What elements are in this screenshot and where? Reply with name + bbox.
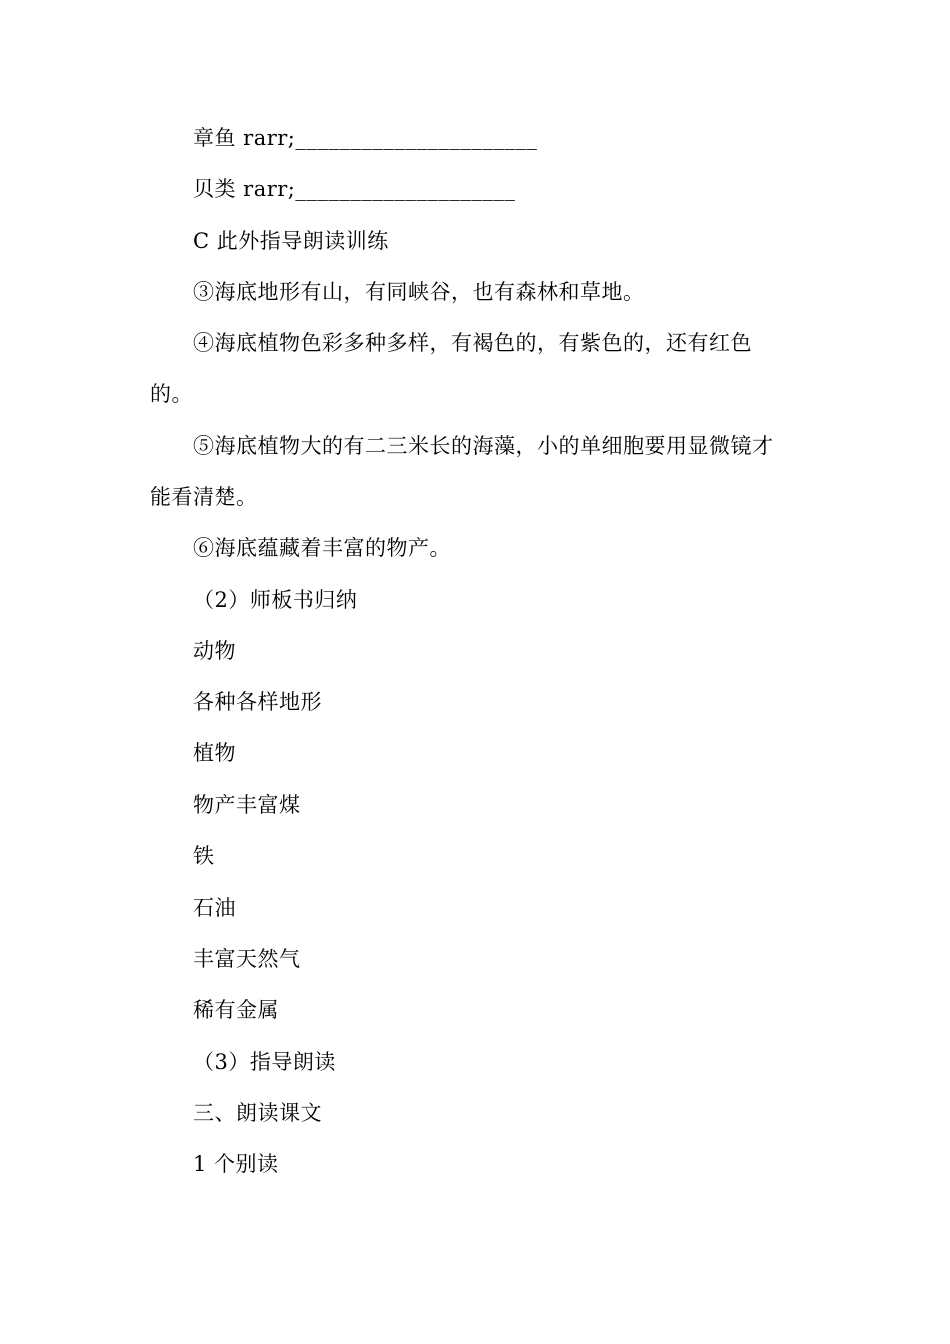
section-heading-blackboard-summary: （2）师板书归纳 — [193, 588, 358, 612]
fill-in-line-shellfish: 贝类 rarr;____________________ — [193, 177, 516, 201]
summary-item-natural-gas: 丰富天然气 — [193, 947, 301, 971]
fill-in-line-octopus: 章鱼 rarr;______________________ — [193, 126, 538, 150]
section-heading-read-text: 三、朗读课文 — [193, 1101, 322, 1125]
summary-item-products-coal: 物产丰富煤 — [193, 793, 301, 817]
summary-item-terrain: 各种各样地形 — [193, 690, 322, 714]
text-line-reading-training: C 此外指导朗读训练 — [193, 229, 389, 253]
text-line-item-4: ④海底植物色彩多种多样，有褐色的，有紫色的，还有红色 — [193, 331, 752, 355]
text-line-item-5: ⑤海底植物大的有二三米长的海藻，小的单细胞要用显微镜才 — [193, 434, 774, 458]
summary-item-rare-metals: 稀有金属 — [193, 998, 279, 1022]
summary-item-oil: 石油 — [193, 896, 236, 920]
text-line-item-4-continued: 的。 — [150, 382, 193, 406]
text-line-item-6: ⑥海底蕴藏着丰富的物产。 — [193, 536, 451, 560]
summary-item-iron: 铁 — [193, 844, 215, 868]
text-line-item-5-continued: 能看清楚。 — [150, 485, 258, 509]
text-line-item-3: ③海底地形有山，有同峡谷，也有森林和草地。 — [193, 280, 645, 304]
summary-item-animals: 动物 — [193, 639, 236, 663]
section-heading-guided-reading: （3）指导朗读 — [193, 1050, 336, 1074]
summary-item-plants: 植物 — [193, 741, 236, 765]
text-line-individual-reading: 1 个别读 — [193, 1152, 279, 1176]
